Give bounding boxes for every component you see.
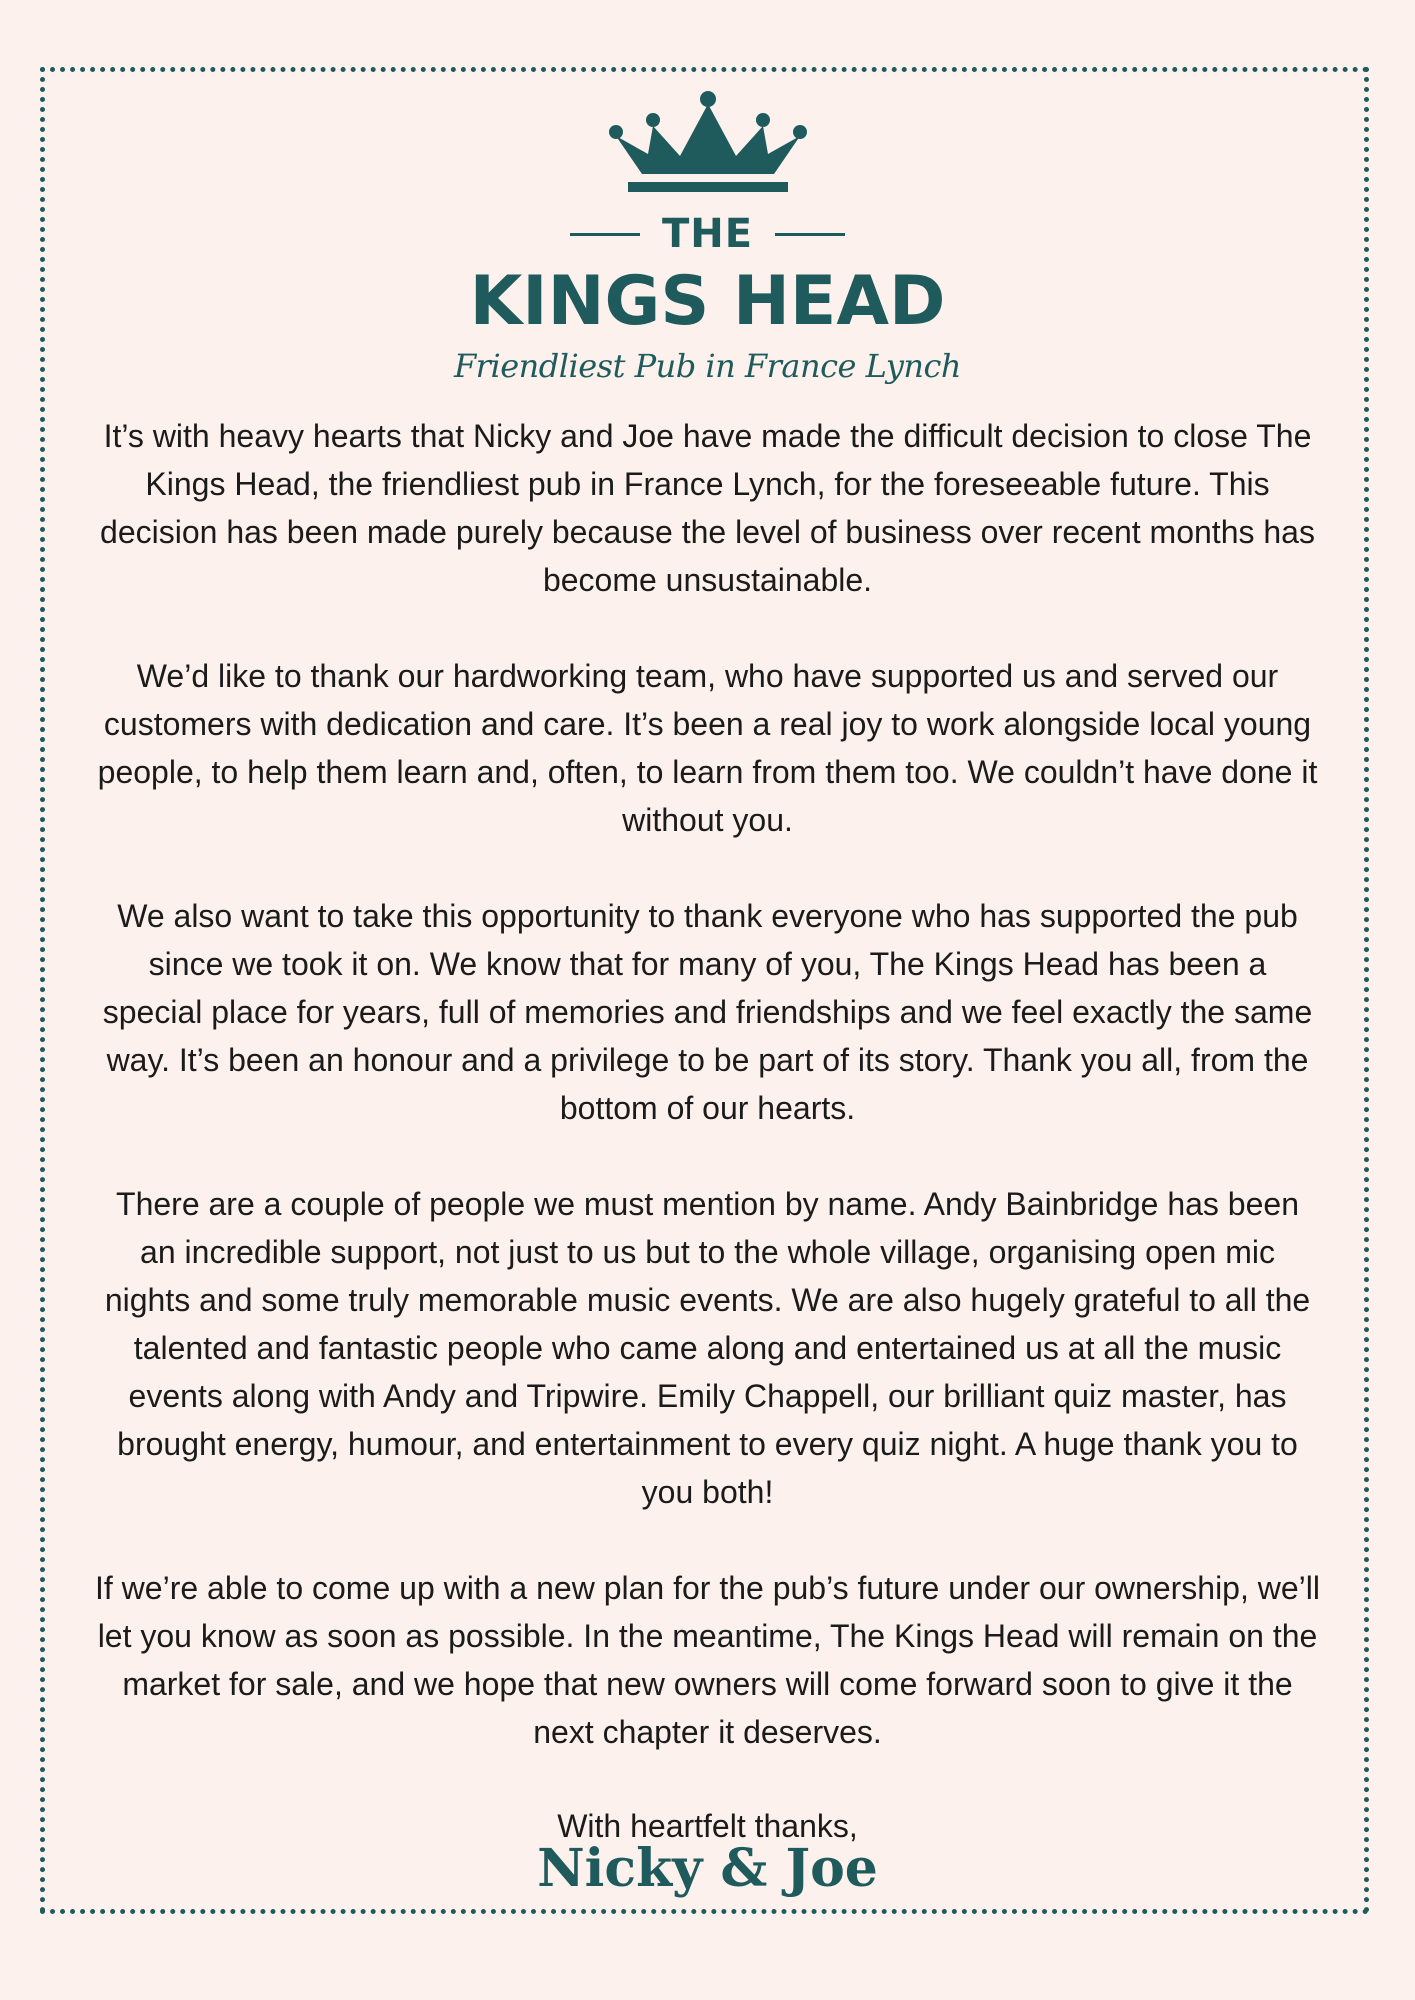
letter-signature: Nicky & Joe bbox=[537, 1838, 878, 1899]
letter-closing: With heartfelt thanks, bbox=[557, 1808, 858, 1844]
logo-tagline: Friendliest Pub in France Lynch bbox=[453, 347, 962, 385]
letter-paragraph-3: We also want to take this opportunity to thank everyone who has supported the pub since we took it on. We know that for many of you, The Kings Head has been a special place for years, full of memories and friendships and we feel exactly the same way. It’s been an honour and a privilege to be part of its story. Thank you all, from the bottom of our hearts. bbox=[102, 898, 1313, 1126]
crown-icon bbox=[608, 90, 808, 200]
logo-the: THE bbox=[661, 211, 754, 257]
kings-head-logo bbox=[0, 90, 1415, 385]
logo-pub-name: KINGS HEAD bbox=[469, 262, 946, 341]
logo-rule-left bbox=[570, 233, 640, 236]
letter-body bbox=[95, 412, 1320, 1804]
letter-paragraph-5: If we’re able to come up with a new plan for the pub’s future under our ownership, we’ll let you know as soon as possible. In the meantime, The Kings Head will remain on the market for sale, and we hope that new owners will come forward soon to give it the next chapter it deserves. bbox=[95, 1570, 1320, 1750]
logo-the-row bbox=[0, 211, 1415, 257]
letter-paragraph-4: There are a couple of people we must mention by name. Andy Bainbridge has been an incredible support, not just to us but to the whole village, organising open mic nights and some truly memorable music events. We are also hugely grateful to all the talented and fantastic people who came along and entertained us at all the music events along with Andy and Tripwire. Emily Chappell, our brilliant quiz master, has brought energy, humour, and entertainment to every quiz night. A huge thank you to you both! bbox=[104, 1186, 1311, 1510]
logo-rule-right bbox=[775, 233, 845, 236]
letter-paragraph-2: We’d like to thank our hardworking team, who have supported us and served our customers with dedication and care. It’s been a real joy to work alongside local young people, to help them learn and, often, to learn from them too. We couldn’t have done it without you. bbox=[97, 658, 1318, 838]
letter-paragraph-1: It’s with heavy hearts that Nicky and Joe have made the difficult decision to close The Kings Head, the friendliest pub in France Lynch, for the foreseeable future. This decision has been made purely because the level of business over recent months has become unsustainable. bbox=[100, 418, 1315, 598]
